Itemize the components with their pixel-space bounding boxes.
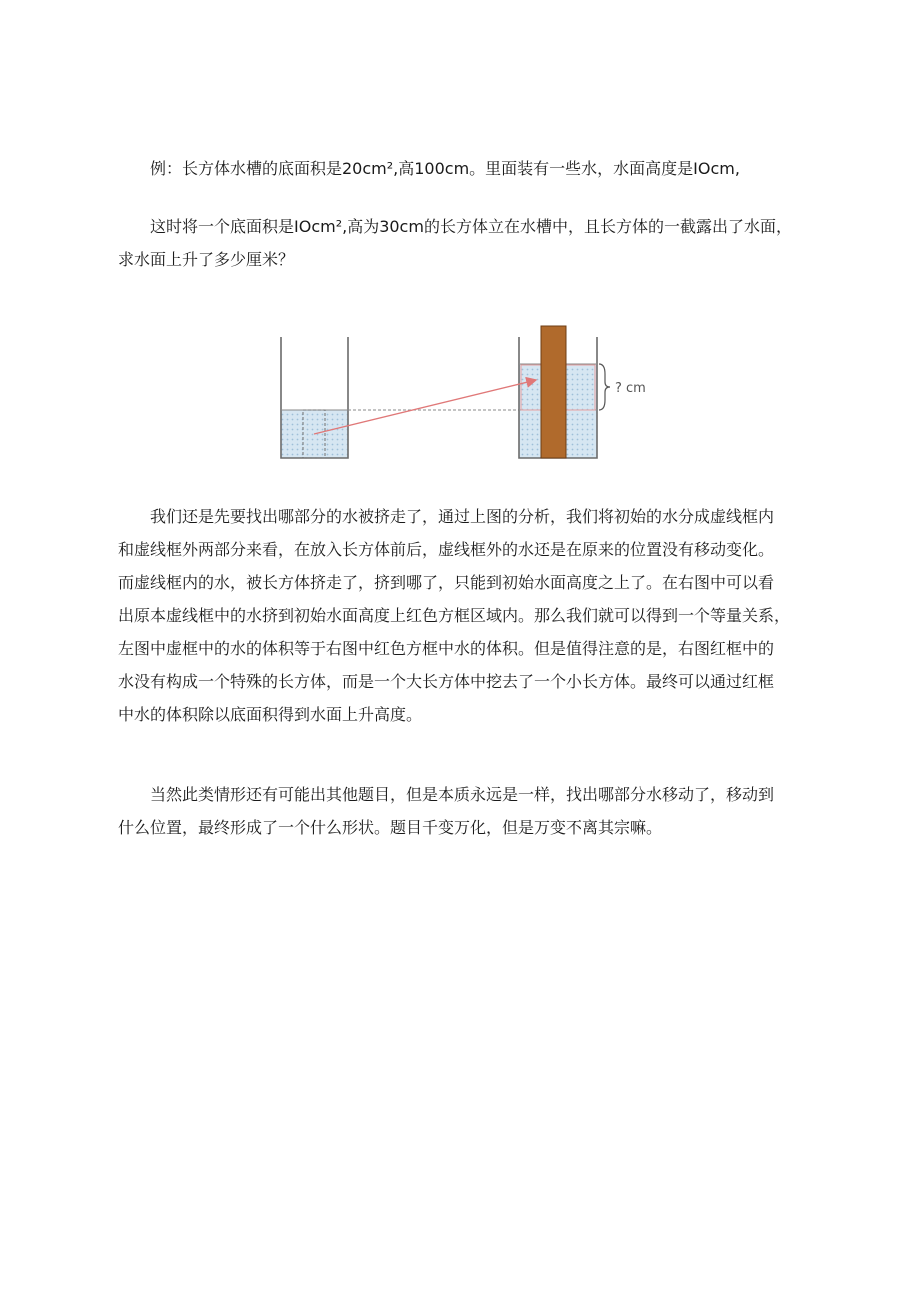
water-tank-diagram (270, 322, 660, 472)
conclusion-line: 当然此类情形还有可能出其他题目，但是本质永远是一样，找出哪部分水移动了，移动到 (150, 785, 775, 804)
problem-statement-cont (118, 210, 814, 276)
conclusion-line: 什么位置，最终形成了一个什么形状。题目千变万化，但是万变不离其宗嘛。 (118, 818, 663, 837)
analysis-line: 出原本虚线框中的水挤到初始水面高度上红色方框区域内。那么我们就可以得到一个等量关系， (118, 606, 791, 625)
analysis-line: 和虚线框外两部分来看，在放入长方体前后，虚线框外的水还是在原来的位置没有移动变化。 (118, 540, 775, 559)
analysis-line: 我们还是先要找出哪部分的水被挤走了，通过上图的分析，我们将初始的水分成虚线框内 (150, 507, 775, 526)
analysis-line: 水没有构成一个特殊的长方体，而是一个大长方体中挖去了一个小长方体。最终可以通过红框 (118, 672, 775, 691)
rise-label: ? cm (615, 381, 646, 396)
problem-line: 这时将一个底面积是IOcm²,高为30cm的长方体立在水槽中，且长方体的一截露出了水面， (150, 217, 792, 236)
analysis-line: 中水的体积除以底面积得到水面上升高度。 (118, 705, 423, 724)
problem-line: 例：长方体水槽的底面积是20cm²,高100cm。里面装有一些水，水面高度是IOcm, (150, 159, 740, 178)
analysis-line: 而虚线框内的水，被长方体挤走了，挤到哪了，只能到初始水面高度之上了。在右图中可以看 (118, 573, 775, 592)
analysis-line: 左图中虚框中的水的体积等于右图中红色方框中水的体积。但是值得注意的是，右图红框中的 (118, 639, 775, 658)
analysis-paragraph (118, 500, 814, 731)
conclusion-paragraph (118, 778, 814, 844)
cuboid-block (541, 326, 566, 458)
rise-brace (599, 364, 610, 410)
problem-line: 求水面上升了多少厘米？ (118, 250, 295, 269)
problem-statement-line1 (118, 152, 814, 185)
